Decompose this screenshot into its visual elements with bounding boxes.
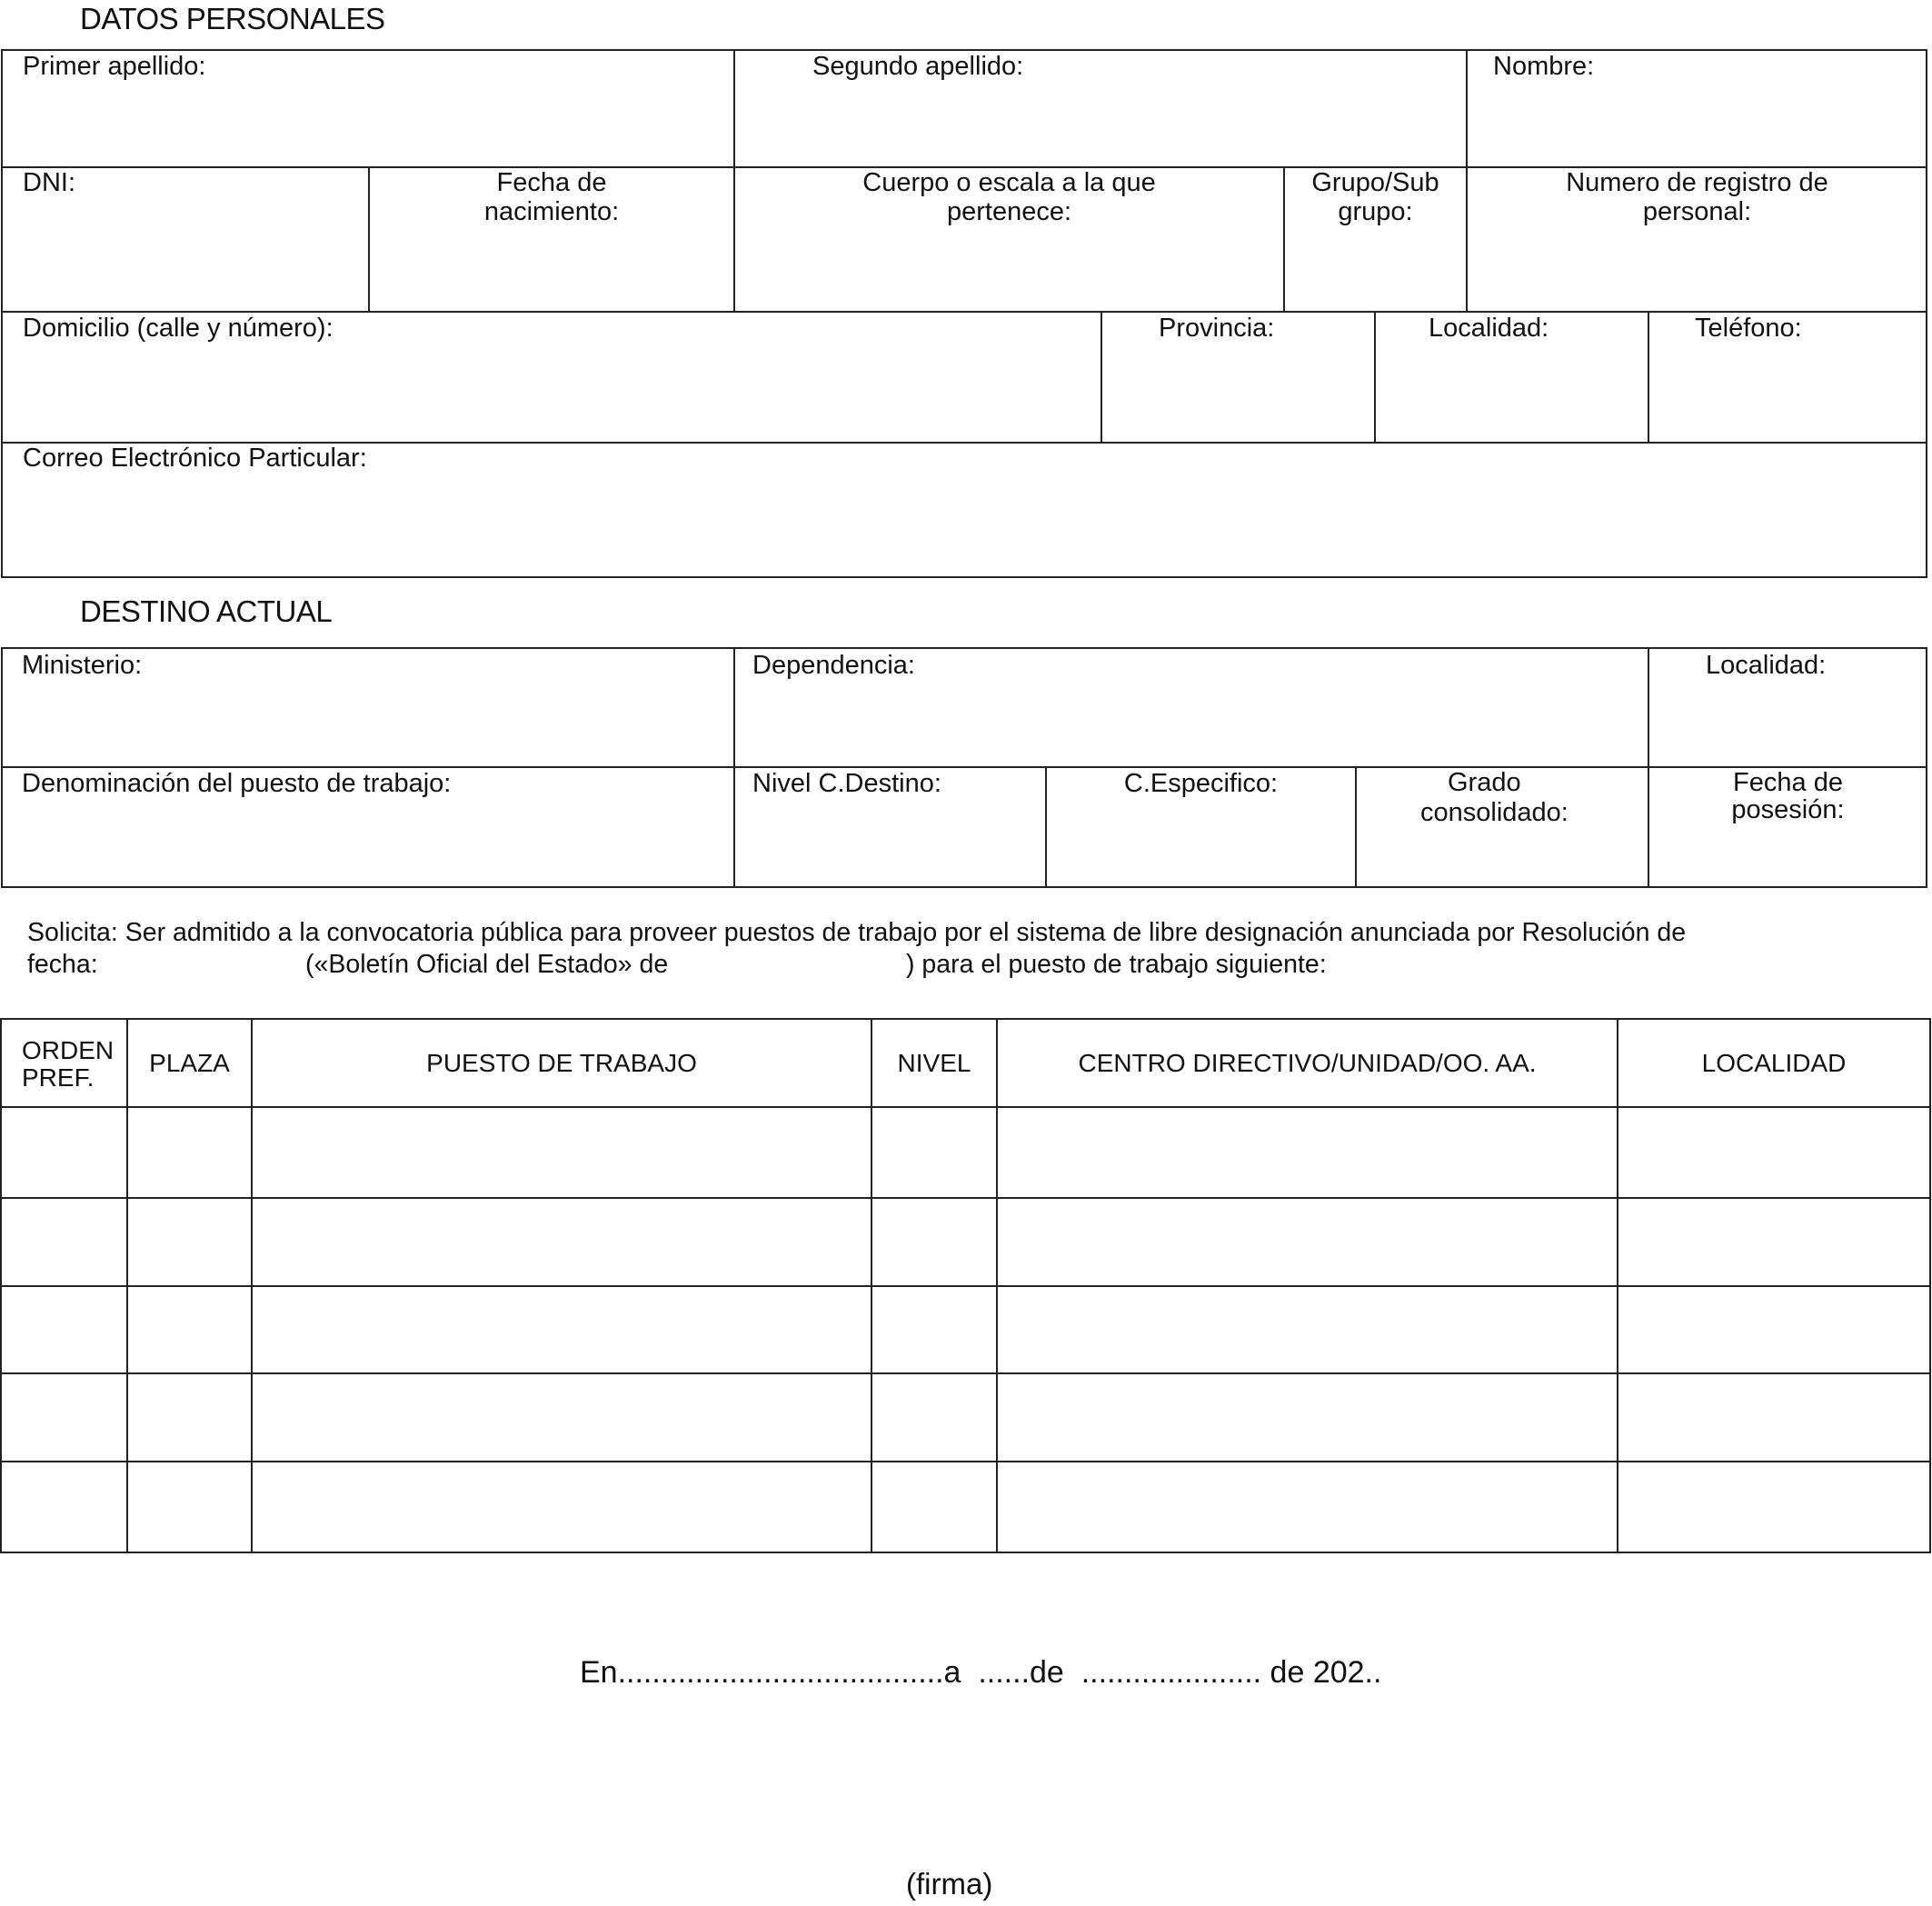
- domicilio-field[interactable]: [2, 313, 1100, 442]
- denominacion-puesto-label: Denominación del puesto de trabajo:: [22, 769, 452, 798]
- fecha-nacimiento-label-line2: nacimiento:: [483, 197, 620, 226]
- solicita-text-line1: Solicita: Ser admitido a la convocatoria pública para proveer puestos de trabajo por el sistema de libre designación anunciada por Resolución de: [27, 918, 1687, 947]
- grado-label-line2: consolidado:: [1420, 798, 1569, 827]
- header-puesto-trabajo: PUESTO DE TRABAJO: [426, 1048, 697, 1077]
- nombre-label: Nombre:: [1493, 52, 1595, 81]
- numero-registro-field[interactable]: [1468, 168, 1927, 311]
- segundo-apellido-label: Segundo apellido:: [812, 52, 1024, 81]
- numero-registro-label-line2: personal:: [1642, 197, 1752, 226]
- telefono-label: Teléfono:: [1695, 314, 1802, 343]
- ministerio-field[interactable]: [2, 649, 733, 766]
- fecha-posesion-field[interactable]: [1649, 768, 1927, 886]
- destino-localidad-label: Localidad:: [1706, 651, 1827, 680]
- grupo-label-line2: grupo:: [1338, 197, 1413, 226]
- header-centro-directivo: CENTRO DIRECTIVO/UNIDAD/OO. AA.: [1078, 1048, 1537, 1077]
- header-orden-pref: [22, 1037, 114, 1092]
- localidad-label: Localidad:: [1429, 314, 1549, 343]
- header-localidad: LOCALIDAD: [1701, 1048, 1847, 1077]
- fecha-posesion-label-line2: posesión:: [1731, 795, 1845, 824]
- solicita-fecha-label: fecha:: [27, 950, 98, 979]
- ministerio-label: Ministerio:: [22, 651, 143, 680]
- dependencia-label: Dependencia:: [752, 651, 915, 680]
- dni-label: DNI:: [23, 168, 75, 197]
- grupo-subgrupo-field[interactable]: [1285, 168, 1466, 311]
- table-row[interactable]: [2, 1287, 1929, 1372]
- complemento-especifico-label: C.Especifico:: [1123, 769, 1279, 798]
- provincia-label: Provincia:: [1159, 314, 1275, 343]
- complemento-especifico-field[interactable]: [1047, 768, 1355, 886]
- grado-consolidado-field[interactable]: [1357, 768, 1648, 886]
- provincia-field[interactable]: [1102, 313, 1374, 442]
- correo-electronico-field[interactable]: [2, 444, 1927, 576]
- solicita-boletin-label: («Boletín Oficial del Estado» de: [305, 950, 669, 979]
- destino-localidad-field[interactable]: [1649, 649, 1927, 766]
- header-orden-line2: PREF.: [22, 1063, 95, 1092]
- header-plaza: PLAZA: [149, 1048, 230, 1077]
- section-title-destino-actual: DESTINO ACTUAL: [80, 594, 333, 628]
- domicilio-label: Domicilio (calle y número):: [23, 314, 334, 343]
- correo-electronico-label: Correo Electrónico Particular:: [23, 444, 367, 473]
- nivel-destino-label: Nivel C.Destino:: [752, 769, 941, 798]
- firma-label: (firma): [906, 1867, 993, 1901]
- primer-apellido-field[interactable]: [2, 50, 733, 166]
- table-row[interactable]: [2, 1374, 1929, 1461]
- solicita-puesto-label: ) para el puesto de trabajo siguiente:: [906, 950, 1327, 979]
- telefono-field[interactable]: [1649, 313, 1927, 442]
- fecha-posesion-label-line1: Fecha de: [1733, 768, 1843, 797]
- header-orden-line1: ORDEN: [22, 1036, 115, 1064]
- denominacion-puesto-field[interactable]: [2, 768, 733, 886]
- cuerpo-escala-field[interactable]: [735, 168, 1283, 311]
- cuerpo-escala-label-line2: pertenece:: [946, 197, 1072, 226]
- place-date-line: En......................................a ......de ..................... de 202..: [580, 1655, 1382, 1690]
- section-title-datos-personales: DATOS PERSONALES: [80, 2, 385, 35]
- table-row[interactable]: [2, 1199, 1929, 1285]
- grado-label-line1: Grado: [1448, 768, 1521, 797]
- nivel-destino-field[interactable]: [735, 768, 1045, 886]
- grupo-label-line1: Grupo/Sub: [1311, 168, 1439, 197]
- table-row[interactable]: [2, 1462, 1929, 1552]
- fecha-nacimiento-label-line1: Fecha de: [496, 168, 607, 197]
- fecha-nacimiento-field[interactable]: [370, 168, 733, 311]
- dependencia-field[interactable]: [735, 649, 1648, 766]
- nombre-field[interactable]: [1468, 50, 1927, 166]
- dni-field[interactable]: [2, 168, 368, 311]
- cuerpo-escala-label-line1: Cuerpo o escala a la que: [862, 168, 1156, 197]
- header-nivel: NIVEL: [897, 1048, 971, 1077]
- segundo-apellido-field[interactable]: [735, 50, 1466, 166]
- primer-apellido-label: Primer apellido:: [23, 52, 206, 81]
- localidad-field[interactable]: [1376, 313, 1648, 442]
- numero-registro-label-line1: Numero de registro de: [1566, 168, 1828, 197]
- table-row[interactable]: [2, 1108, 1929, 1197]
